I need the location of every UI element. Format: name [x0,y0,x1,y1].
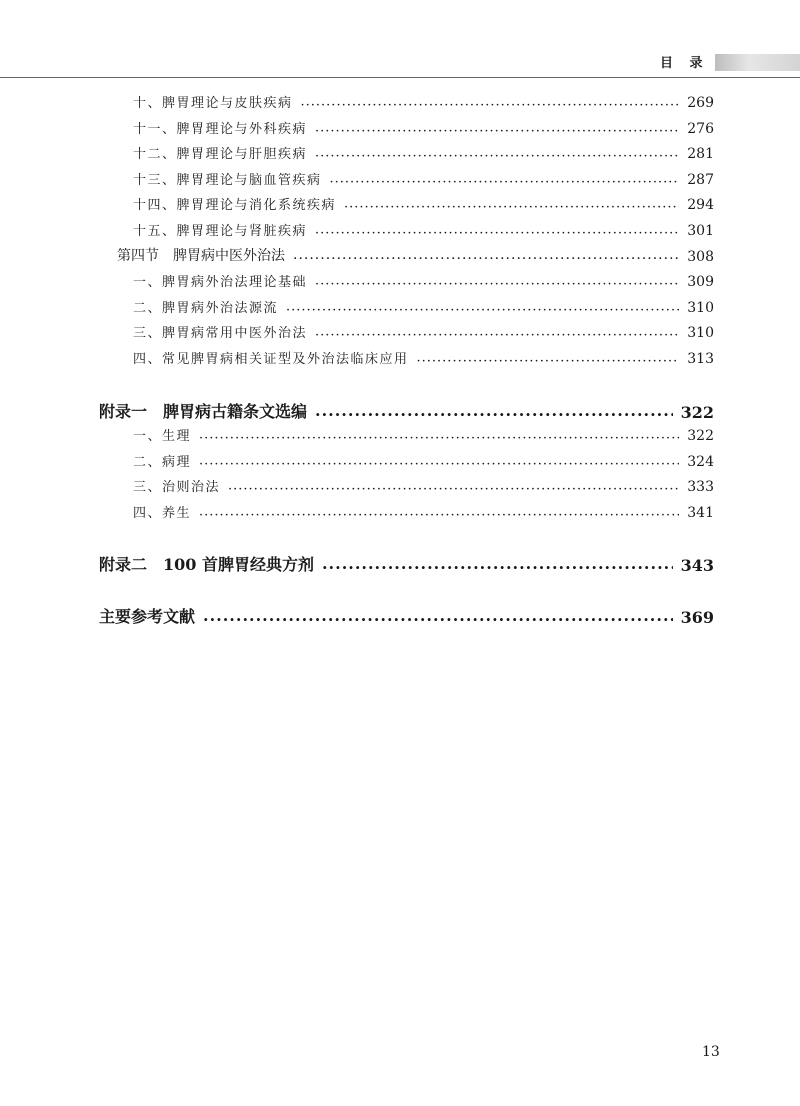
toc-leader-dots [228,482,679,495]
toc-entry [133,425,714,444]
toc-entry-title: 二、脾胃病外治法源流 [133,301,279,316]
toc-leader-dots [199,431,679,444]
toc-leader-dots [315,277,679,290]
toc-entry-title: 一、生理 [133,429,192,444]
toc-entry-title: 十二、脾胃理论与肝胆疾病 [133,147,308,162]
toc-entry [133,220,714,239]
toc-leader-dots [344,200,679,213]
toc-entry [133,451,714,470]
toc-entry [133,118,714,137]
toc-entry-page: 308 [687,249,714,265]
toc-entry-title: 附录一 脾胃病古籍条文选编 [99,402,308,421]
header-decoration-band [715,54,800,71]
toc-entry-page: 287 [687,172,714,188]
toc-leader-dots [315,406,673,422]
toc-leader-dots [322,559,673,575]
toc-entry-page: 301 [687,223,714,239]
toc-entry-page: 369 [680,608,714,627]
toc-leader-dots [315,226,679,239]
toc-entry [133,92,714,111]
toc-entry-page: 341 [687,505,714,521]
toc-entry [133,322,714,341]
toc-entry-title: 四、常见脾胃病相关证型及外治法临床应用 [133,352,409,367]
toc-entry-page: 310 [687,300,714,316]
header-rule [0,77,800,78]
toc-entry-page: 322 [687,428,714,444]
toc-leader-dots [315,124,679,137]
toc-appendix-entry [99,399,714,422]
toc-entry-page: 324 [687,454,714,470]
toc-entry-title: 三、脾胃病常用中医外治法 [133,326,308,341]
toc-appendix-entry [99,552,714,575]
page-number: 13 [702,1044,720,1060]
toc-leader-dots [315,328,679,341]
toc-entry-title: 十、脾胃理论与皮肤疾病 [133,96,293,111]
toc-entry-title: 十五、脾胃理论与肾脏疾病 [133,224,308,239]
toc-entry [133,271,714,290]
toc-leader-dots [330,175,680,188]
toc-entry-title: 十四、脾胃理论与消化系统疾病 [133,198,337,213]
toc-entry-page: 276 [687,121,714,137]
toc-entry-page: 310 [687,325,714,341]
toc-entry-title: 主要参考文献 [99,607,196,626]
toc-leader-dots [203,611,673,627]
toc-leader-dots [293,251,679,265]
toc-entry-title: 四、养生 [133,506,192,521]
toc-entry [133,194,714,213]
toc-entry-page: 309 [687,274,714,290]
toc-entry-title: 十一、脾胃理论与外科疾病 [133,122,308,137]
toc-section-entry [117,245,714,265]
toc-entry-page: 322 [680,403,714,422]
toc-leader-dots [199,508,679,521]
toc-references-entry [99,604,714,627]
toc-entry [133,169,714,188]
toc-leader-dots [199,457,679,470]
toc-entry-page: 313 [687,351,714,367]
toc-leader-dots [417,354,680,367]
toc-entry-title: 附录二 100 首脾胃经典方剂 [99,555,314,574]
toc-entry-title: 十三、脾胃理论与脑血管疾病 [133,173,322,188]
toc-entry [133,297,714,316]
toc-entry-title: 二、病理 [133,455,192,470]
toc-entry-page: 294 [687,197,714,213]
running-header-title: 目 录 [660,56,709,71]
toc-entry-title: 三、治则治法 [133,480,221,495]
toc-entry-page: 269 [687,95,714,111]
toc-leader-dots [286,303,679,316]
toc-entry-title: 一、脾胃病外治法理论基础 [133,275,308,290]
toc-entry [133,502,714,521]
toc-leader-dots [301,98,680,111]
toc-entry [133,143,714,162]
toc-entry-page: 343 [680,556,714,575]
toc-entry-title: 第四节 脾胃病中医外治法 [117,248,285,264]
toc-entry [133,476,714,495]
toc-leader-dots [315,149,679,162]
toc-entry-page: 281 [687,146,714,162]
toc-entry [133,348,714,367]
toc-entry-page: 333 [687,479,714,495]
